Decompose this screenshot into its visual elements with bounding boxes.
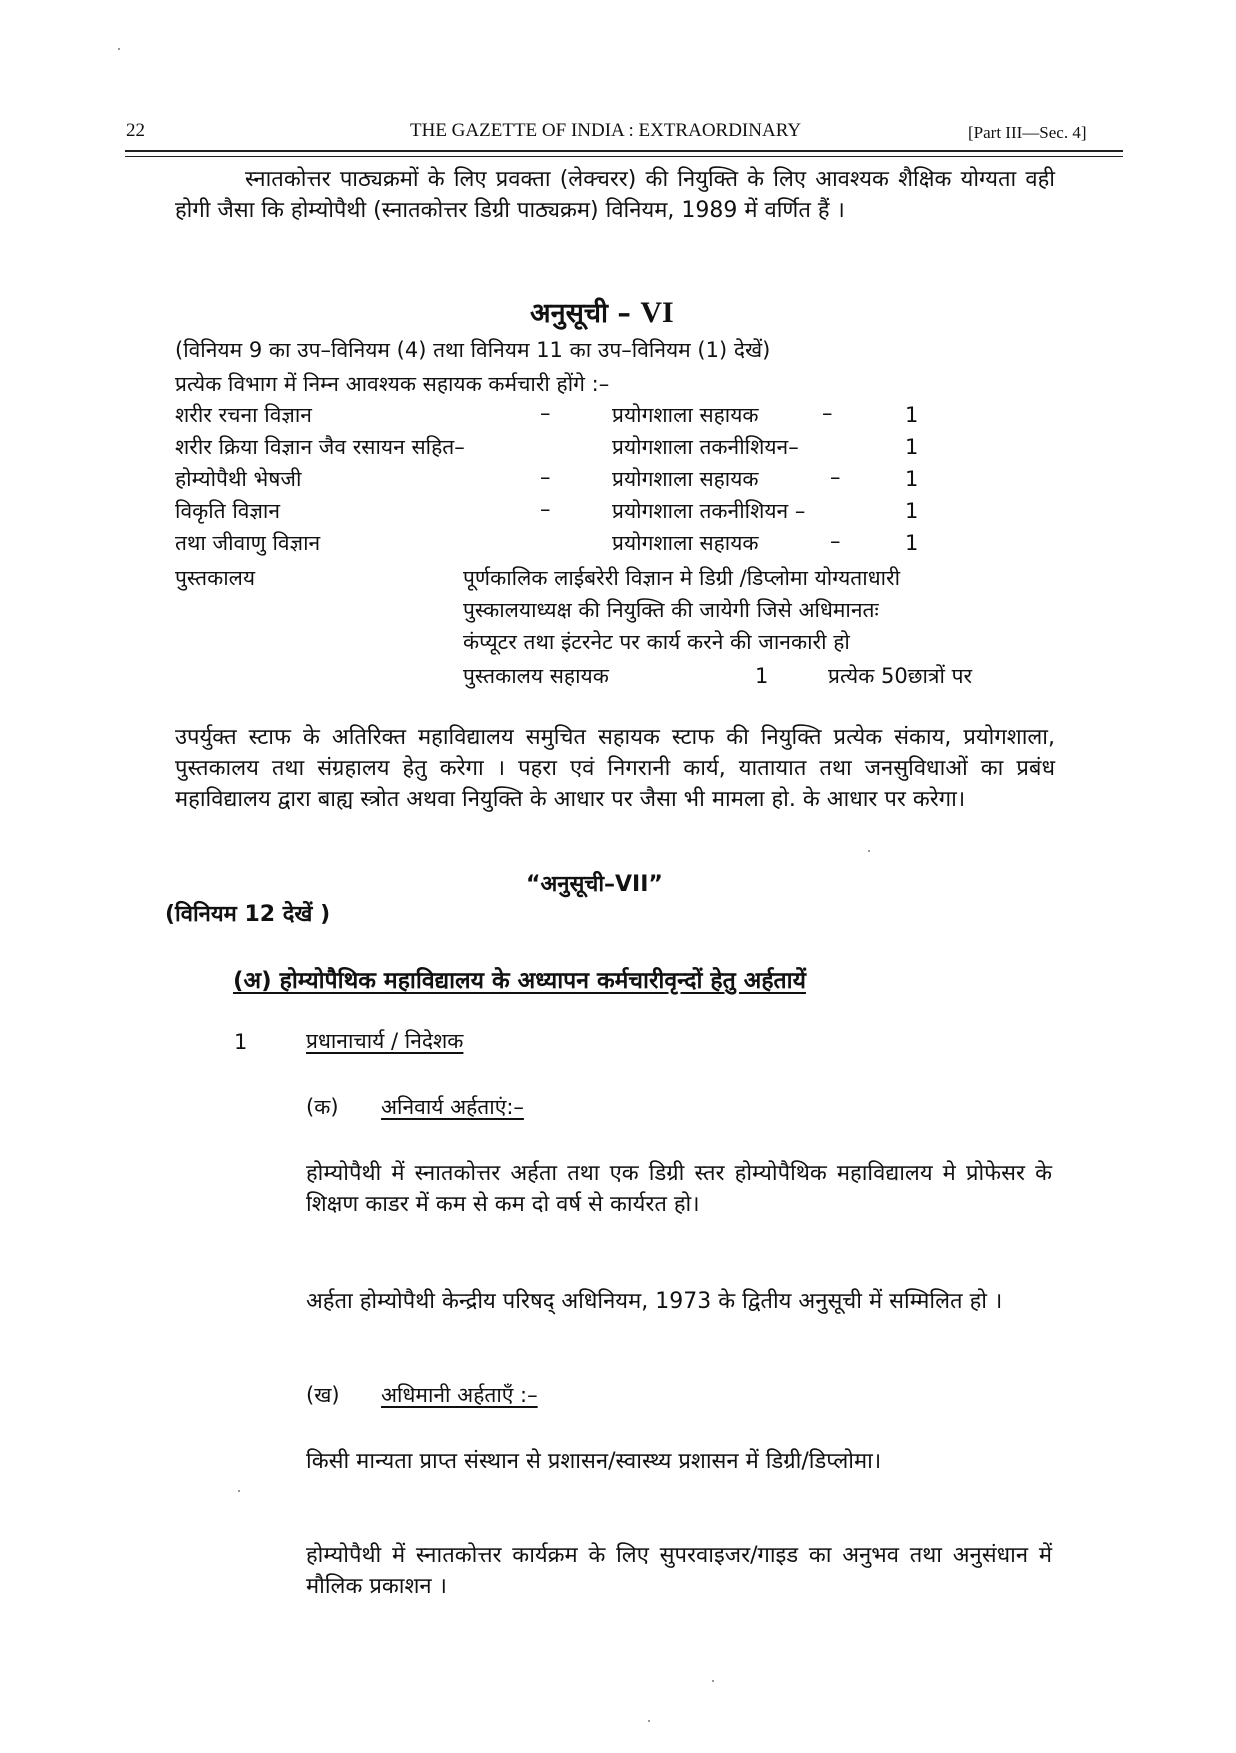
- staff-row-dept: विकृति विज्ञान: [175, 499, 280, 523]
- staff-row-count: 1: [905, 467, 919, 491]
- sub-k-marker: (क): [306, 1095, 339, 1119]
- staff-row-dash2: –: [830, 529, 841, 553]
- schedule-vi-title: [530, 293, 674, 330]
- staff-row-dash: –: [540, 465, 551, 489]
- library-assistant-ratio: प्रत्येक 50छात्रों पर: [828, 664, 973, 688]
- header-rule-thin: [125, 156, 1123, 157]
- schedule-vi-closing-paragraph: उपर्युक्त स्टाफ के अतिरिक्त महाविद्यालय समुचित सहायक स्टाफ की नियुक्ति प्रत्येक संकाय, प्रयोगशाला, पुस्तकालय तथा संग्रहालय हेतु करेगा । पहरा एवं निगरानी कार्य, यातायात तथा जनसुविधाओं का प्रबंध महाविद्यालय द्वारा बाह्य स्त्रोत अथवा नियुक्ति के आधार पर जैसा भी मामला हो. के आधार पर करेगा।: [175, 725, 1055, 812]
- sub-k-paragraph: अर्हता होम्योपैथी केन्द्रीय परिषद् अधिनियम, 1973 के द्वितीय अनुसूची में सम्मिलित हो ।: [306, 1289, 1003, 1314]
- staff-row-dash: –: [540, 497, 551, 521]
- staff-row-count: 1: [905, 403, 919, 427]
- staff-row-dept: शरीर रचना विज्ञान: [175, 403, 312, 427]
- staff-row-post: प्रयोगशाला तकनीशियन–: [612, 435, 799, 459]
- schedule-vii-reference: (विनियम 12 देखें ): [165, 902, 331, 927]
- section-a-heading: (अ) होम्योपैथिक महाविद्यालय के अध्यापन कर्मचारीवृन्दों हेतु अर्हतायें: [233, 968, 806, 994]
- staff-row-dash2: –: [830, 465, 841, 489]
- schedule-vi-numeral: VI: [640, 296, 674, 329]
- scan-speck: [118, 48, 120, 50]
- page-number: 22: [126, 120, 145, 141]
- library-line: पूर्णकालिक लाईबरेरी विज्ञान मे डिग्री /डिप्लोमा योग्यताधारी: [463, 566, 901, 590]
- item-number: 1: [234, 1030, 248, 1054]
- staff-row-count: 1: [905, 435, 919, 459]
- schedule-vi-staff-intro: प्रत्येक विभाग में निम्न आवश्यक सहायक कर्मचारी होंगे :–: [175, 372, 610, 396]
- scan-speck: [648, 1720, 650, 1722]
- staff-row-dept: तथा जीवाणु विज्ञान: [175, 531, 321, 555]
- staff-row-dept: होम्योपैथी भेषजी: [175, 467, 302, 491]
- sub-k-title: अनिवार्य अर्हताएं:–: [381, 1095, 524, 1119]
- staff-row-dash2: –: [822, 401, 833, 425]
- schedule-vi-title-prefix: अनुसूची –: [530, 298, 631, 329]
- sub-kh-paragraph: किसी मान्यता प्राप्त संस्थान से प्रशासन/स्वास्थ्य प्रशासन में डिग्री/डिप्लोमा।: [306, 1449, 882, 1474]
- staff-row-count: 1: [905, 531, 919, 555]
- scan-speck: [712, 1680, 714, 1682]
- staff-row-dash: –: [540, 401, 551, 425]
- header-rule-thick: [125, 150, 1123, 152]
- gazette-title: THE GAZETTE OF INDIA : EXTRAORDINARY: [410, 120, 802, 141]
- library-line: कंप्यूटर तथा इंटरनेट पर कार्य करने की जानकारी हो: [463, 630, 850, 654]
- library-assistant: पुस्तकालय सहायक: [463, 664, 609, 688]
- staff-row-dept: शरीर क्रिया विज्ञान जैव रसायन सहित–: [175, 435, 465, 459]
- staff-row-post: प्रयोगशाला सहायक: [612, 467, 759, 491]
- staff-row-post: प्रयोगशाला सहायक: [612, 531, 759, 555]
- sub-kh-paragraph: होम्योपैथी में स्नातकोत्तर कार्यक्रम के लिए सुपरवाइजर/गाइड का अनुभव तथा अनुसंधान में मौलिक प्रकाशन ।: [306, 1543, 1052, 1599]
- schedule-vi-reference: (विनियम 9 का उप–विनियम (4) तथा विनियम 11 का उप–विनियम (1) देखें): [175, 338, 771, 362]
- library-assistant-count: 1: [755, 664, 769, 688]
- item-title: प्रधानाचार्य / निदेशक: [306, 1029, 464, 1053]
- sub-k-paragraph: होम्योपैथी में स्नातकोत्तर अर्हता तथा एक डिग्री स्तर होम्योपैथिक महाविद्यालय मे प्रोफेसर के शिक्षण काडर में कम से कम दो वर्ष से कार्यरत हो।: [306, 1161, 1052, 1217]
- sub-kh-title: अधिमानी अर्हताएँ :–: [381, 1383, 538, 1407]
- intro-paragraph: स्नातकोत्तर पाठ्यक्रमों के लिए प्रवक्ता (लेक्चरर) की नियुक्ति के लिए आवश्यक शैक्षिक योग्यता वही होगी जैसा कि होम्योपैथी (स्नातकोत्तर डिग्री पाठ्यक्रम) विनियम, 1989 में वर्णित हैं ।: [175, 167, 1055, 223]
- staff-row-post: प्रयोगशाला तकनीशियन –: [612, 499, 806, 523]
- scan-speck: [238, 1490, 240, 1492]
- staff-row-count: 1: [905, 499, 919, 523]
- scan-speck: [868, 850, 870, 852]
- staff-row-post: प्रयोगशाला सहायक: [612, 403, 759, 427]
- library-label: पुस्तकालय: [175, 566, 256, 590]
- part-section: [Part III—Sec. 4]: [968, 123, 1087, 142]
- sub-kh-marker: (ख): [306, 1383, 340, 1407]
- schedule-vii-title: “अनुसूची–VII”: [526, 872, 663, 897]
- library-line: पुस्कालयाध्यक्ष की नियुक्ति की जायेगी जिसे अधिमानतः: [463, 598, 879, 622]
